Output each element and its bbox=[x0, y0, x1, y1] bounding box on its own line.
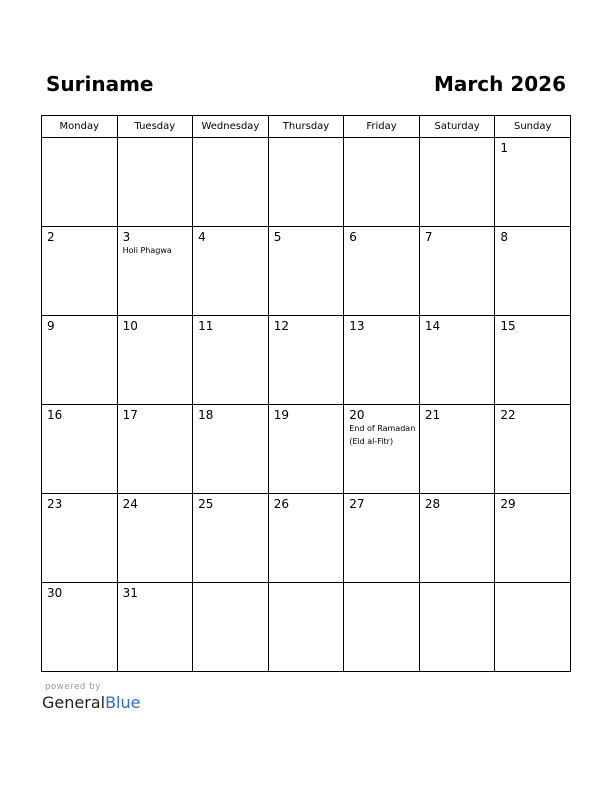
day-cell[interactable] bbox=[419, 316, 495, 405]
day-number: 8 bbox=[500, 230, 509, 244]
generalblue-logo[interactable] bbox=[42, 693, 140, 713]
day-number: 28 bbox=[424, 497, 441, 511]
day-cell[interactable] bbox=[268, 316, 344, 405]
day-number: 5 bbox=[273, 230, 282, 244]
day-number: 3 bbox=[122, 230, 131, 244]
day-number: 18 bbox=[198, 408, 214, 422]
brand-blue: Blue bbox=[105, 693, 141, 712]
day-number: 26 bbox=[273, 497, 289, 511]
day-cell[interactable] bbox=[117, 405, 193, 494]
day-cell[interactable] bbox=[117, 583, 193, 672]
day-cell[interactable] bbox=[193, 405, 269, 494]
day-cell[interactable] bbox=[42, 583, 118, 672]
day-cell[interactable] bbox=[42, 494, 118, 583]
day-number: 22 bbox=[500, 408, 516, 422]
holiday-label: End of Ramadan (Eid al-Fitr) bbox=[349, 424, 416, 446]
day-cell[interactable] bbox=[495, 494, 571, 583]
day-number: 4 bbox=[198, 230, 206, 244]
day-number: 31 bbox=[122, 586, 138, 600]
country-title: Suriname bbox=[46, 72, 154, 96]
day-cell[interactable] bbox=[42, 316, 118, 405]
calendar-body bbox=[42, 138, 571, 672]
day-cell[interactable] bbox=[268, 138, 344, 227]
day-cell[interactable] bbox=[344, 583, 420, 672]
powered-by-text: powered by bbox=[45, 682, 101, 692]
day-cell[interactable] bbox=[117, 316, 193, 405]
day-number: 17 bbox=[122, 408, 138, 422]
day-number: 15 bbox=[500, 319, 516, 333]
day-number: 30 bbox=[47, 586, 63, 600]
month-title: March 2026 bbox=[434, 72, 566, 96]
day-number: 13 bbox=[349, 319, 365, 333]
day-cell[interactable] bbox=[495, 227, 571, 316]
day-cell[interactable] bbox=[495, 138, 571, 227]
weekday-header-row bbox=[42, 116, 571, 138]
day-cell[interactable] bbox=[495, 316, 571, 405]
day-cell[interactable] bbox=[344, 138, 420, 227]
brand-general: General bbox=[42, 693, 106, 712]
day-cell[interactable] bbox=[117, 227, 193, 316]
day-cell[interactable] bbox=[344, 405, 420, 494]
day-cell[interactable] bbox=[495, 405, 571, 494]
day-cell[interactable] bbox=[344, 316, 420, 405]
day-cell[interactable] bbox=[419, 138, 495, 227]
weekday-header: Wednesday bbox=[193, 116, 269, 138]
day-number: 16 bbox=[47, 408, 63, 422]
weekday-header: Monday bbox=[42, 116, 118, 138]
day-cell[interactable] bbox=[495, 583, 571, 672]
day-number: 25 bbox=[198, 497, 214, 511]
day-number: 29 bbox=[500, 497, 516, 511]
calendar-grid bbox=[41, 115, 571, 672]
day-number: 11 bbox=[198, 319, 214, 333]
weekday-header: Tuesday bbox=[117, 116, 193, 138]
weekday-header: Sunday bbox=[495, 116, 571, 138]
day-number: 20 bbox=[349, 408, 365, 422]
day-cell[interactable] bbox=[193, 583, 269, 672]
day-cell[interactable] bbox=[42, 405, 118, 494]
weekday-header: Saturday bbox=[419, 116, 495, 138]
day-number: 12 bbox=[273, 319, 289, 333]
weekday-header: Thursday bbox=[268, 116, 344, 138]
day-cell[interactable] bbox=[268, 494, 344, 583]
week-row bbox=[42, 316, 571, 405]
day-number: 21 bbox=[424, 408, 441, 422]
day-number: 19 bbox=[273, 408, 289, 422]
weekday-header: Friday bbox=[344, 116, 420, 138]
week-row bbox=[42, 583, 571, 672]
day-number: 27 bbox=[349, 497, 365, 511]
day-cell[interactable] bbox=[419, 227, 495, 316]
day-cell[interactable] bbox=[193, 494, 269, 583]
week-row bbox=[42, 494, 571, 583]
day-number: 23 bbox=[47, 497, 63, 511]
day-number: 24 bbox=[122, 497, 138, 511]
holiday-label: Holi Phagwa bbox=[122, 246, 172, 255]
day-cell[interactable] bbox=[268, 583, 344, 672]
day-number: 9 bbox=[47, 319, 55, 333]
day-cell[interactable] bbox=[42, 138, 118, 227]
day-cell[interactable] bbox=[268, 405, 344, 494]
day-cell[interactable] bbox=[419, 405, 495, 494]
day-cell[interactable] bbox=[344, 227, 420, 316]
day-number: 6 bbox=[349, 230, 357, 244]
week-row bbox=[42, 227, 571, 316]
week-row bbox=[42, 138, 571, 227]
day-cell[interactable] bbox=[42, 227, 118, 316]
day-number: 7 bbox=[424, 230, 433, 244]
day-cell[interactable] bbox=[193, 227, 269, 316]
day-cell[interactable] bbox=[419, 583, 495, 672]
day-number: 14 bbox=[424, 319, 441, 333]
day-number: 2 bbox=[47, 230, 55, 244]
day-cell[interactable] bbox=[193, 316, 269, 405]
day-cell[interactable] bbox=[117, 494, 193, 583]
week-row bbox=[42, 405, 571, 494]
day-number: 10 bbox=[122, 319, 138, 333]
day-cell[interactable] bbox=[117, 138, 193, 227]
day-cell[interactable] bbox=[193, 138, 269, 227]
day-number: 1 bbox=[500, 141, 509, 155]
day-cell[interactable] bbox=[344, 494, 420, 583]
day-cell[interactable] bbox=[419, 494, 495, 583]
day-cell[interactable] bbox=[268, 227, 344, 316]
